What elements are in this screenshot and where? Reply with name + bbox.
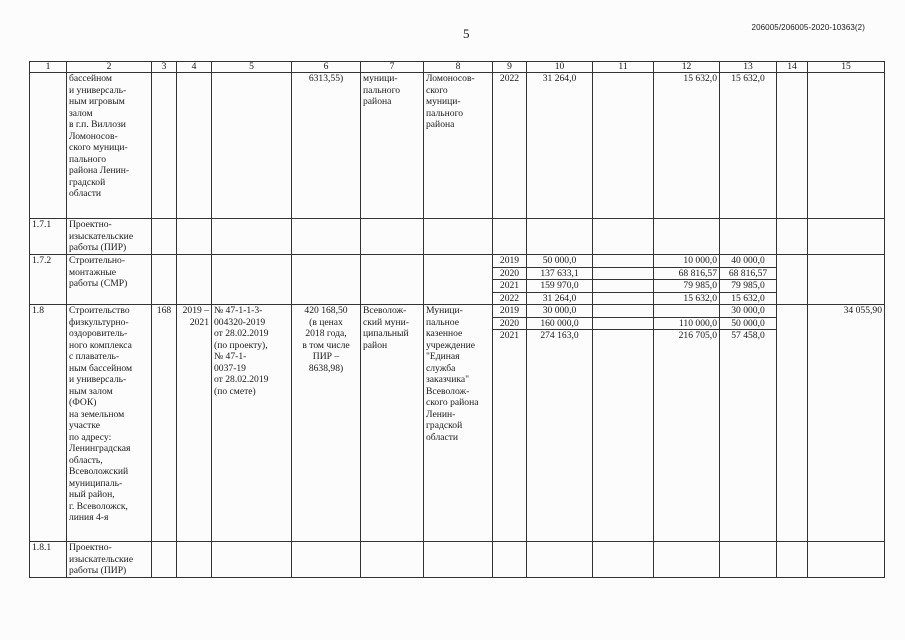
funding-cell: 40 000,0: [731, 255, 765, 266]
funding-cell: [656, 305, 717, 317]
funding-cell: 50 000,0: [720, 317, 776, 330]
column-number: 3: [152, 62, 177, 73]
funding-list: [654, 305, 720, 542]
period-cell: 2019 – 2021: [177, 305, 212, 542]
document-reference: 206005/206005-2020-10363(2): [751, 23, 865, 32]
column-number: 14: [777, 62, 808, 73]
column-number: 10: [527, 62, 593, 73]
year-cell: 2021: [493, 279, 526, 292]
column-number-row: [30, 62, 885, 73]
column-number: 13: [720, 62, 777, 73]
table-row: [30, 73, 885, 219]
column-number: 2: [67, 62, 152, 73]
total-cell: 50 000,0: [542, 255, 577, 266]
column-number: 1: [30, 62, 67, 73]
cost-cell: 420 168,50 (в ценах 2018 года, в том числе ПИР – 8638,98): [292, 305, 361, 542]
funding-cell: 79 985,0: [720, 279, 776, 292]
work-name: Проектно- изыскательские работы (ПИР): [67, 219, 152, 255]
column-number: 7: [361, 62, 424, 73]
year-cell: 2020: [493, 267, 526, 280]
funding-cell: 15 632,0: [654, 292, 719, 305]
capacity-cell: 168: [152, 305, 177, 542]
work-name: Проектно- изыскательские работы (ПИР): [67, 542, 152, 578]
program-table: [29, 61, 885, 578]
year-cell: 2021: [493, 329, 526, 342]
object-name: Строительство физкультурно- оздоровитель- ного комплекса с плаватель- ным бассейном и универсаль- ным залом (ФОК) на земельном участке по адресу: Ленинградская область, Всеволожский муниципаль- ный район, г. Всеволожск, линия 4-я: [67, 305, 152, 542]
customer-cell: Муници- пальное казенное учреждение "Единая служба заказчика" Всеволож- ского района Ленин- градской области: [424, 305, 493, 542]
column-number: 9: [493, 62, 527, 73]
owner-cell: Всеволож- ский муни- ципальный район: [361, 305, 424, 542]
table-row: [30, 219, 885, 255]
column-number: 6: [292, 62, 361, 73]
total-cell: 274 163,0: [527, 329, 592, 342]
cost-cell: 6313,55): [292, 73, 361, 219]
column-number: 12: [654, 62, 720, 73]
year-list: [493, 305, 527, 542]
total-cell: 31 264,0: [527, 292, 592, 305]
funding-cell: 30 000,0: [731, 305, 765, 316]
funding-cell: 68 816,57: [720, 267, 776, 280]
total-cell: 159 970,0: [527, 279, 592, 292]
object-name: бассейном и универсаль- ным игровым залом в г.п. Виллози Ломоносов- ского муници- пального района Ленин- градской области: [67, 73, 152, 219]
row-number: 1.7.2: [30, 255, 67, 305]
total-list: [527, 255, 593, 305]
column-number: 11: [593, 62, 654, 73]
funding-cell: 15 632,0: [654, 73, 720, 219]
funding-cell: 68 816,57: [654, 267, 719, 280]
table-row: [30, 255, 885, 305]
funding-cell: 57 458,0: [720, 329, 776, 342]
owner-cell: муници- пального района: [361, 73, 424, 219]
column-number: 8: [424, 62, 493, 73]
funding-cell: 10 000,0: [683, 255, 717, 266]
funding-list: [720, 255, 777, 305]
row-number: 1.8: [30, 305, 67, 542]
year-cell: 2022: [493, 292, 526, 305]
column-number: 15: [808, 62, 885, 73]
year-cell: 2020: [493, 317, 526, 330]
year-list: [493, 255, 527, 305]
total-cell: 160 000,0: [527, 317, 592, 330]
expertise-cell: № 47-1-1-3- 004320-2019 от 28.02.2019 (по проекту), № 47-1- 0037-19 от 28.02.2019 (по смете): [212, 305, 292, 542]
column-number: 4: [177, 62, 212, 73]
funding-list: [654, 255, 720, 305]
column-number: 5: [212, 62, 292, 73]
total-cell: 31 264,0: [527, 73, 593, 219]
funding-cell: 216 705,0: [654, 329, 719, 342]
funding-cell: 15 632,0: [720, 292, 776, 305]
funding-cell: 79 985,0: [654, 279, 719, 292]
total-list: [527, 305, 593, 542]
remaining-cost-cell: 34 055,90: [808, 305, 885, 542]
table-row: [30, 305, 885, 542]
total-cell: 30 000,0: [542, 305, 577, 316]
page-number: 5: [463, 26, 470, 41]
year-cell: 2019: [499, 305, 520, 316]
row-number: 1.8.1: [30, 542, 67, 578]
funding-cell: 15 632,0: [720, 73, 777, 219]
table-row: [30, 542, 885, 578]
total-cell: 137 633,1: [527, 267, 592, 280]
row-number: 1.7.1: [30, 219, 67, 255]
customer-cell: Ломоносов- ского муници- пального района: [424, 73, 493, 219]
funding-list: [720, 305, 777, 542]
funding-cell: 110 000,0: [654, 317, 719, 330]
work-name: Строительно- монтажные работы (СМР): [67, 255, 152, 305]
year-cell: 2022: [493, 73, 527, 219]
year-cell: 2019: [499, 255, 520, 266]
